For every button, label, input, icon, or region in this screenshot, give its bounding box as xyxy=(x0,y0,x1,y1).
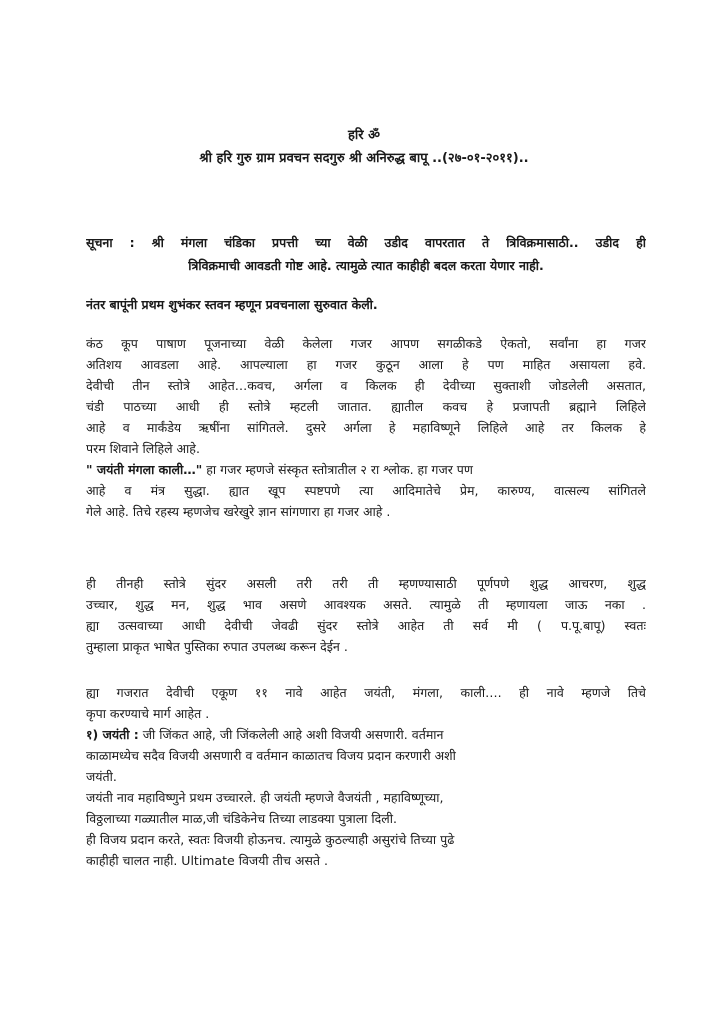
paragraph-line: आहे व मंत्र सुद्धा. ह्यात खूप स्पष्टपणे त्या आदिमातेचे प्रेम, कारुण्य, वात्सल्य सांगितले xyxy=(86,483,646,498)
page-subtitle: श्री हरि गुरु ग्राम प्रवचन सदगुरु श्री अनिरुद्ध बापू ..(२७-०१-२०११).. xyxy=(199,151,529,166)
page-title: हरि ॐ xyxy=(348,128,380,143)
paragraph-line-quote xyxy=(86,459,646,480)
notice-line-2: त्रिविक्रमाची आवडती गोष्ट आहे. त्यामुळे त्यात काहीही बदल करता येणार नाही. xyxy=(188,258,544,273)
paragraph-line: गेले आहे. तिचे रहस्य म्हणजेच खरेखुरे ज्ञान सांगणारा हा गजर आहे . xyxy=(86,504,391,519)
paragraph-line: कंठ कूप पाषाण पूजनाच्या वेळी केलेला गजर आपण सगळीकडे ऐकतो, सर्वांना हा गजर xyxy=(86,336,646,351)
paragraph-line: अतिशय आवडला आहे. आपल्याला हा गजर कुठून आला हे पण माहित असायला हवे. xyxy=(86,357,646,372)
list-item-label: १) जयंती : xyxy=(86,727,139,742)
paragraph-line: ह्या गजरात देवीची एकूण ११ नावे आहेत जयंती, मंगला, काली…. ही नावे म्हणजे तिचे xyxy=(86,685,646,700)
paragraph-3 xyxy=(86,682,646,871)
notice-line-1: सूचना : श्री मंगला चंडिका प्रपत्ती च्या वेळी उडीद वापरतात ते त्रिविक्रमासाठी.. उडीद ही xyxy=(86,235,646,250)
paragraph-line: देवीची तीन स्तोत्रे आहेत…कवच, अर्गला व किलक ही देवीच्या सुक्ताशी जोडलेली असतात, xyxy=(86,378,646,393)
paragraph-line: उच्चार, शुद्ध मन, शुद्ध भाव असणे आवश्यक असते. त्यामुळे ती म्हणायला जाऊ नका . xyxy=(86,597,646,612)
paragraph-line: काहीही चालत नाही. Ultimate विजयी तीच असते . xyxy=(86,853,328,868)
intro-line: नंतर बापूंनी प्रथम शुभंकर स्तवन म्हणून प्रवचनाला सुरुवात केली. xyxy=(86,297,378,312)
paragraph-line: ही तीनही स्तोत्रे सुंदर असली तरी तरी ती म्हणण्यासाठी पूर्णपणे शुद्ध आचरण, शुद्ध xyxy=(86,576,646,591)
paragraph-1 xyxy=(86,333,646,522)
paragraph-line: ही विजय प्रदान करते, स्वतः विजयी होऊनच. त्यामुळे कुठल्याही असुरांचे तिच्या पुढे xyxy=(86,832,455,847)
quote-rest: हा गजर म्हणजे संस्कृत स्तोत्रातील २ रा श्लोक. हा गजर पण xyxy=(202,462,473,477)
paragraph-line: विठ्ठलाच्या गळ्यातील माळ,जी चंडिकेनेच तिच्या लाडक्या पुत्राला दिली. xyxy=(86,811,397,826)
paragraph-line: आहे व मार्कंडेय ऋषींना सांगितले. दुसरे अर्गला हे महाविष्णूने लिहिले आहे तर किलक हे xyxy=(86,420,646,435)
paragraph-line: चंडी पाठच्या आधी ही स्तोत्रे म्हटली जातात. ह्यातील कवच हे प्रजापती ब्रह्माने लिहिले xyxy=(86,399,646,414)
paragraph-line: जयंती. xyxy=(86,769,117,784)
paragraph-line: जयंती नाव महाविष्णुने प्रथम उच्चारले. ही जयंती म्हणजे वैजयंती , महाविष्णूच्या, xyxy=(86,790,444,805)
list-item-text: जी जिंकत आहे, जी जिंकलेली आहे अशी विजयी असणारी. वर्तमान xyxy=(138,727,444,742)
paragraph-line: काळामध्येच सदैव विजयी असणारी व वर्तमान काळातच विजय प्रदान करणारी अशी xyxy=(86,748,456,763)
paragraph-line: कृपा करण्याचे मार्ग आहेत . xyxy=(86,706,210,721)
list-item-jayanti xyxy=(86,724,646,745)
paragraph-line: तुम्हाला प्राकृत भाषेत पुस्तिका रुपात उपलब्ध करून देईन . xyxy=(86,639,348,654)
paragraph-line: ह्या उत्सवाच्या आधी देवीची जेवढी सुंदर स्तोत्रे आहेत ती सर्व मी ( प.पू.बापू) स्वतः xyxy=(86,618,646,633)
intro-paragraph xyxy=(86,294,646,315)
paragraph-line: परम शिवाने लिहिले आहे. xyxy=(86,441,200,456)
quote-text: " जयंती मंगला काली…" xyxy=(86,462,203,477)
paragraph-2 xyxy=(86,573,646,657)
